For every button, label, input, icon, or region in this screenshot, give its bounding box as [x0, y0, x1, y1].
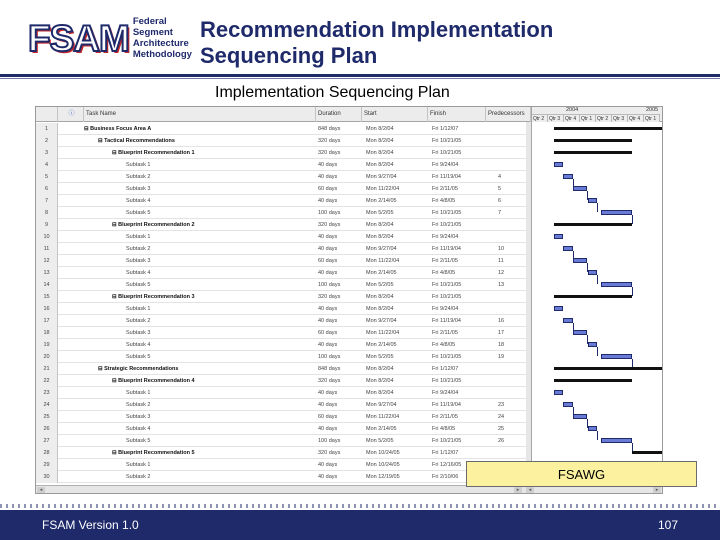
footer-version: FSAM Version 1.0: [42, 518, 139, 532]
task-predecessors: [498, 447, 526, 459]
header-divider-thin: [0, 78, 720, 79]
gantt-task-bar[interactable]: [588, 426, 597, 431]
dependency-arrow-icon: [597, 431, 598, 440]
task-finish: Fri 4/8/05: [432, 426, 456, 432]
task-start: Mon 11/22/04: [366, 330, 400, 336]
row-id: 9: [36, 219, 58, 231]
task-start: Mon 5/2/05: [366, 282, 394, 288]
task-row[interactable]: [36, 315, 531, 327]
task-start: Mon 8/2/04: [366, 234, 394, 240]
row-id: 13: [36, 267, 58, 279]
task-predecessors: 10: [498, 246, 505, 252]
timescale-quarter: Qtr 2: [532, 114, 548, 122]
task-start: Mon 11/22/04: [366, 414, 400, 420]
scroll-left-arrow-icon[interactable]: ◂: [526, 487, 534, 493]
row-id: 6: [36, 183, 58, 195]
logo-word: Methodology: [132, 49, 192, 60]
row-id: 25: [36, 411, 58, 423]
task-predecessors: [498, 159, 526, 171]
row-id: 11: [36, 243, 58, 255]
timescale-quarter: Qtr 4: [564, 114, 580, 122]
gantt-chart: [531, 107, 663, 485]
task-predecessors: 6: [498, 198, 502, 204]
task-row[interactable]: [36, 399, 531, 411]
task-name: Subtask 1: [126, 390, 151, 396]
row-id: 20: [36, 351, 58, 363]
task-name: ⊟ Strategic Recommendations: [98, 366, 179, 372]
task-row[interactable]: [36, 363, 531, 375]
task-name: Subtask 5: [126, 210, 151, 216]
task-duration: 40 days: [318, 306, 338, 312]
task-duration: 40 days: [318, 474, 338, 480]
task-row[interactable]: [36, 231, 531, 243]
timescale-quarter: Qtr 1: [580, 114, 596, 122]
gantt-summary-bar[interactable]: [554, 379, 632, 382]
task-name: Subtask 3: [126, 330, 151, 336]
gantt-summary-bar[interactable]: [554, 127, 663, 130]
task-row[interactable]: [36, 339, 531, 351]
task-finish: Fri 9/24/04: [432, 306, 459, 312]
task-start: Mon 10/24/05: [366, 462, 400, 468]
row-id: 24: [36, 399, 58, 411]
task-finish: Fri 2/11/05: [432, 330, 458, 336]
task-duration: 40 days: [318, 426, 338, 432]
task-row[interactable]: [36, 195, 531, 207]
task-predecessors: [498, 135, 526, 147]
task-predecessors: 17: [498, 330, 505, 336]
task-finish: Fri 4/8/05: [432, 342, 456, 348]
screenshot-caption: Implementation Sequencing Plan: [215, 84, 450, 101]
task-finish: Fri 11/19/04: [432, 318, 461, 324]
task-finish: Fri 2/10/06: [432, 474, 459, 480]
task-predecessors: 7: [498, 210, 502, 216]
row-id: 10: [36, 231, 58, 243]
col-header-info-icon[interactable]: ⓘ: [58, 107, 84, 122]
task-row[interactable]: [36, 267, 531, 279]
task-start: Mon 9/27/04: [366, 318, 397, 324]
task-duration: 40 days: [318, 162, 338, 168]
task-finish: Fri 2/11/05: [432, 258, 458, 264]
task-name: Subtask 4: [126, 198, 151, 204]
task-finish: Fri 1/12/07: [432, 366, 459, 372]
timescale-quarter: Qtr 2: [596, 114, 612, 122]
task-row[interactable]: [36, 279, 531, 291]
task-start: Mon 8/2/04: [366, 150, 394, 156]
task-predecessors: 19: [498, 354, 505, 360]
task-start: Mon 10/24/05: [366, 450, 400, 456]
gantt-task-bar[interactable]: [601, 282, 631, 287]
row-id: 18: [36, 327, 58, 339]
task-finish: Fri 2/11/05: [432, 186, 458, 192]
gantt-task-bar[interactable]: [573, 330, 587, 335]
fsam-logo: [28, 14, 192, 62]
task-predecessors: [498, 375, 526, 387]
gantt-task-bar[interactable]: [588, 342, 597, 347]
task-predecessors: [498, 303, 526, 315]
task-finish: Fri 10/21/05: [432, 150, 462, 156]
task-finish: Fri 11/19/04: [432, 246, 461, 252]
task-finish: Fri 10/21/05: [432, 378, 462, 384]
logo-word: Segment: [132, 27, 173, 38]
task-predecessors: 5: [498, 186, 502, 192]
task-predecessors: 23: [498, 402, 505, 408]
task-start: Mon 8/2/04: [366, 138, 394, 144]
task-duration: 40 days: [318, 462, 338, 468]
task-start: Mon 8/2/04: [366, 378, 394, 384]
task-name: Subtask 1: [126, 462, 151, 468]
task-row[interactable]: [36, 159, 531, 171]
gantt-summary-bar[interactable]: [554, 223, 632, 226]
slide-title-line1: Recommendation Implementation: [200, 17, 554, 42]
task-name: Subtask 4: [126, 342, 151, 348]
gantt-task-bar[interactable]: [588, 198, 597, 203]
task-duration: 320 days: [318, 378, 341, 384]
timescale-quarter: Qtr 3: [548, 114, 564, 122]
task-row[interactable]: [36, 243, 531, 255]
row-id: 1: [36, 123, 58, 135]
fsawg-callout: FSAWG: [466, 461, 697, 487]
row-id: 12: [36, 255, 58, 267]
task-start: Mon 8/2/04: [366, 294, 394, 300]
task-duration: 40 days: [318, 174, 338, 180]
task-predecessors: [498, 231, 526, 243]
task-start: Mon 5/2/05: [366, 438, 394, 444]
task-name: ⊟ Blueprint Recommendation 2: [112, 222, 195, 228]
task-finish: Fri 12/16/05: [432, 462, 462, 468]
project-window: [35, 106, 663, 494]
task-name: Subtask 1: [126, 162, 151, 168]
gantt-summary-bar[interactable]: [554, 295, 632, 298]
gantt-task-bar[interactable]: [601, 210, 631, 215]
task-row[interactable]: [36, 303, 531, 315]
task-name: ⊟ Blueprint Recommendation 5: [112, 450, 195, 456]
task-duration: 320 days: [318, 150, 341, 156]
task-row[interactable]: [36, 351, 531, 363]
task-row[interactable]: [36, 207, 531, 219]
col-header-task-name[interactable]: Task Name: [84, 107, 316, 122]
task-duration: 40 days: [318, 318, 338, 324]
task-predecessors: [498, 387, 526, 399]
task-duration: 40 days: [318, 270, 338, 276]
col-header-predecessors[interactable]: Predecessors: [486, 107, 531, 122]
task-duration: 40 days: [318, 246, 338, 252]
task-name: Subtask 2: [126, 174, 151, 180]
task-start: Mon 12/19/05: [366, 474, 400, 480]
task-row[interactable]: [36, 435, 531, 447]
scroll-right-arrow-icon[interactable]: ▸: [653, 487, 661, 493]
task-predecessors: [498, 291, 526, 303]
task-start: Mon 11/22/04: [366, 186, 400, 192]
task-duration: 100 days: [318, 282, 341, 288]
row-id: 27: [36, 435, 58, 447]
gantt-task-bar[interactable]: [554, 306, 563, 311]
task-duration: 40 days: [318, 402, 338, 408]
task-name: Subtask 5: [126, 282, 151, 288]
logo-word: Architecture: [132, 38, 189, 49]
task-name: Subtask 2: [126, 318, 151, 324]
task-duration: 320 days: [318, 138, 341, 144]
gantt-task-bar[interactable]: [563, 174, 572, 179]
dependency-arrow-icon: [632, 215, 633, 224]
gantt-task-bar[interactable]: [554, 390, 563, 395]
task-name: Subtask 4: [126, 270, 151, 276]
task-row[interactable]: [36, 135, 531, 147]
gantt-summary-bar[interactable]: [554, 151, 632, 154]
task-finish: Fri 10/21/05: [432, 210, 462, 216]
task-name: Subtask 1: [126, 306, 151, 312]
gantt-task-bar[interactable]: [563, 402, 572, 407]
dependency-arrow-icon: [632, 287, 633, 296]
task-duration: 320 days: [318, 294, 341, 300]
task-row[interactable]: [36, 183, 531, 195]
gantt-task-bar[interactable]: [601, 438, 631, 443]
task-finish: Fri 10/21/05: [432, 282, 462, 288]
col-header-finish[interactable]: Finish: [428, 107, 486, 122]
task-row[interactable]: [36, 147, 531, 159]
task-name: Subtask 5: [126, 438, 151, 444]
task-name: Subtask 3: [126, 258, 151, 264]
gantt-task-bar[interactable]: [601, 354, 631, 359]
task-start: Mon 5/2/05: [366, 210, 394, 216]
row-id: 17: [36, 315, 58, 327]
task-row[interactable]: [36, 375, 531, 387]
task-start: Mon 9/27/04: [366, 402, 397, 408]
gantt-task-bar[interactable]: [563, 246, 572, 251]
task-row[interactable]: [36, 459, 531, 471]
logo-mark: FSAM: [28, 17, 129, 59]
task-name: Subtask 5: [126, 354, 151, 360]
task-duration: 60 days: [318, 258, 338, 264]
task-duration: 320 days: [318, 450, 341, 456]
task-name: Subtask 2: [126, 402, 151, 408]
row-id: 26: [36, 423, 58, 435]
task-start: Mon 11/22/04: [366, 258, 400, 264]
task-row[interactable]: [36, 219, 531, 231]
task-name: Subtask 4: [126, 426, 151, 432]
task-predecessors: [498, 363, 526, 375]
task-finish: Fri 10/21/05: [432, 354, 462, 360]
row-id: 23: [36, 387, 58, 399]
task-duration: 100 days: [318, 438, 341, 444]
task-name: Subtask 3: [126, 414, 151, 420]
task-finish: Fri 9/24/04: [432, 234, 459, 240]
task-duration: 848 days: [318, 366, 341, 372]
task-name: ⊟ Tactical Recommendations: [98, 138, 175, 144]
task-finish: Fri 4/8/05: [432, 270, 456, 276]
task-duration: 40 days: [318, 342, 338, 348]
task-duration: 100 days: [318, 354, 341, 360]
gantt-task-bar[interactable]: [573, 414, 587, 419]
page-number: 107: [657, 518, 678, 532]
row-id: 8: [36, 207, 58, 219]
row-id: 16: [36, 303, 58, 315]
task-name: Subtask 2: [126, 246, 151, 252]
header-divider: [0, 74, 720, 77]
footer-bar: [0, 510, 720, 540]
gantt-summary-bar[interactable]: [554, 139, 632, 142]
task-finish: Fri 1/12/07: [432, 450, 459, 456]
task-name: ⊟ Blueprint Recommendation 1: [112, 150, 195, 156]
gantt-task-bar[interactable]: [563, 318, 572, 323]
row-id: 14: [36, 279, 58, 291]
row-id: 2: [36, 135, 58, 147]
gantt-task-bar[interactable]: [554, 234, 563, 239]
row-id: 29: [36, 459, 58, 471]
task-predecessors: 26: [498, 438, 505, 444]
task-start: Mon 8/2/04: [366, 126, 394, 132]
scroll-right-arrow-icon[interactable]: ▸: [514, 487, 522, 493]
task-name: Subtask 2: [126, 474, 151, 480]
row-id: 4: [36, 159, 58, 171]
row-id: 3: [36, 147, 58, 159]
task-start: Mon 9/27/04: [366, 246, 397, 252]
col-header-duration[interactable]: Duration: [316, 107, 362, 122]
task-predecessors: 24: [498, 414, 505, 420]
task-name: ⊟ Blueprint Recommendation 4: [112, 378, 195, 384]
slide-title: [200, 17, 553, 69]
row-id: 19: [36, 339, 58, 351]
row-id: 21: [36, 363, 58, 375]
dependency-arrow-icon: [597, 347, 598, 356]
row-id: 5: [36, 171, 58, 183]
gantt-task-bar[interactable]: [573, 186, 587, 191]
task-duration: 40 days: [318, 198, 338, 204]
task-predecessors: 18: [498, 342, 505, 348]
task-finish: Fri 9/24/04: [432, 162, 459, 168]
row-id: 7: [36, 195, 58, 207]
task-predecessors: [498, 147, 526, 159]
task-start: Mon 5/2/05: [366, 354, 394, 360]
task-finish: Fri 10/21/05: [432, 438, 462, 444]
task-start: Mon 2/14/05: [366, 270, 397, 276]
task-start: Mon 8/2/04: [366, 162, 394, 168]
task-row[interactable]: [36, 123, 531, 135]
timescale-year: 2005: [646, 107, 659, 113]
task-name: ⊟ Blueprint Recommendation 3: [112, 294, 195, 300]
gantt-task-bar[interactable]: [588, 270, 597, 275]
task-name: ⊟ Business Focus Area A: [84, 126, 152, 132]
task-finish: Fri 1/12/07: [432, 126, 459, 132]
task-grid: [36, 107, 531, 485]
task-predecessors: 16: [498, 318, 505, 324]
timescale-quarter: Qtr 1: [644, 114, 660, 122]
grid-header: [36, 107, 531, 122]
footer-dots: [0, 504, 720, 508]
task-row[interactable]: [36, 171, 531, 183]
task-row[interactable]: [36, 327, 531, 339]
task-duration: 40 days: [318, 390, 338, 396]
task-start: Mon 2/14/05: [366, 342, 397, 348]
task-start: Mon 9/27/04: [366, 174, 397, 180]
gantt-summary-bar[interactable]: [632, 451, 663, 454]
task-start: Mon 8/2/04: [366, 366, 394, 372]
task-predecessors: [498, 123, 526, 135]
task-start: Mon 2/14/05: [366, 198, 397, 204]
task-predecessors: 4: [498, 174, 502, 180]
task-row[interactable]: [36, 255, 531, 267]
col-header-start[interactable]: Start: [362, 107, 428, 122]
gantt-task-bar[interactable]: [573, 258, 587, 263]
task-name: Subtask 3: [126, 186, 151, 192]
col-header-id[interactable]: [36, 107, 58, 122]
dependency-arrow-icon: [597, 275, 598, 284]
task-predecessors: 25: [498, 426, 505, 432]
task-predecessors: 11: [498, 258, 504, 264]
task-start: Mon 8/2/04: [366, 390, 394, 396]
task-predecessors: 13: [498, 282, 505, 288]
task-duration: 60 days: [318, 186, 338, 192]
task-row[interactable]: [36, 411, 531, 423]
scroll-left-arrow-icon[interactable]: ◂: [37, 487, 45, 493]
task-finish: Fri 2/11/05: [432, 414, 458, 420]
task-finish: Fri 10/21/05: [432, 294, 462, 300]
timescale-year: 2004: [566, 107, 579, 113]
dependency-arrow-icon: [597, 203, 598, 212]
task-predecessors: [498, 219, 526, 231]
task-duration: 100 days: [318, 210, 341, 216]
task-finish: Fri 9/24/04: [432, 390, 459, 396]
task-row[interactable]: [36, 291, 531, 303]
row-id: 30: [36, 471, 58, 483]
slide-title-line2: Sequencing Plan: [200, 43, 378, 68]
task-row[interactable]: [36, 447, 531, 459]
task-row[interactable]: [36, 471, 531, 483]
task-duration: 60 days: [318, 414, 338, 420]
task-finish: Fri 10/21/05: [432, 222, 462, 228]
row-id: 22: [36, 375, 58, 387]
task-finish: Fri 10/21/05: [432, 138, 462, 144]
task-row[interactable]: [36, 387, 531, 399]
task-finish: Fri 11/19/04: [432, 174, 461, 180]
task-finish: Fri 11/19/04: [432, 402, 461, 408]
gantt-summary-bar[interactable]: [554, 367, 663, 370]
task-duration: 848 days: [318, 126, 341, 132]
task-duration: 320 days: [318, 222, 341, 228]
task-name: Subtask 1: [126, 234, 151, 240]
row-id: 28: [36, 447, 58, 459]
row-id: 15: [36, 291, 58, 303]
task-start: Mon 2/14/05: [366, 426, 397, 432]
logo-word: Federal: [132, 16, 167, 27]
task-start: Mon 8/2/04: [366, 306, 394, 312]
timescale-quarter: Qtr 3: [612, 114, 628, 122]
task-duration: 40 days: [318, 234, 338, 240]
task-predecessors: 12: [498, 270, 505, 276]
task-row[interactable]: [36, 423, 531, 435]
timescale-quarter: Qtr 4: [628, 114, 644, 122]
task-finish: Fri 4/8/05: [432, 198, 456, 204]
task-duration: 60 days: [318, 330, 338, 336]
task-start: Mon 8/2/04: [366, 222, 394, 228]
logo-words: [133, 16, 192, 60]
gantt-task-bar[interactable]: [554, 162, 563, 167]
